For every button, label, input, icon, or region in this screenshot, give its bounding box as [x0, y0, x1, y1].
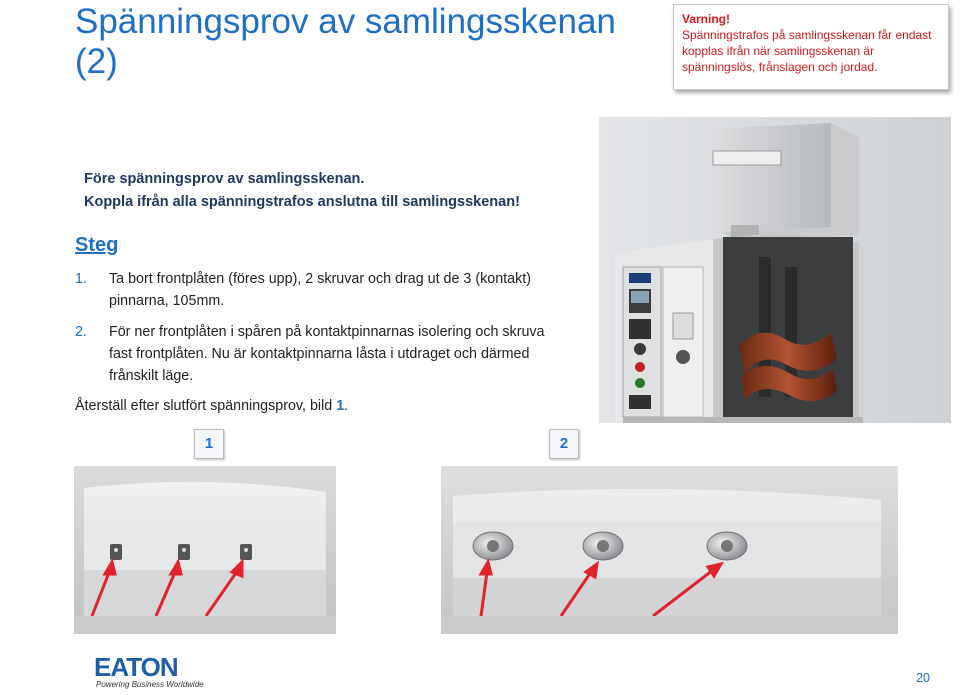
- precondition-block: [84, 168, 584, 214]
- page-number: 20: [916, 671, 930, 685]
- steps-heading: Steg: [75, 234, 119, 256]
- photo-2-illustration: [441, 466, 898, 634]
- warning-text: Spänningstrafos på samlingsskenan får endast kopplas ifrån när samlingsskenan är spänningslös, frånslagen och jordad.: [682, 28, 932, 74]
- step-number: 2.: [75, 324, 87, 340]
- restore-end: .: [344, 398, 349, 414]
- image-label-1: 1: [194, 429, 224, 459]
- photo-1-illustration: [74, 466, 336, 634]
- image-label-2: 2: [549, 429, 579, 459]
- step-item: [75, 321, 565, 387]
- photo-2: [441, 466, 898, 634]
- photo-1: [74, 466, 336, 634]
- precondition-line-2: Koppla ifrån alla spänningstrafos anslutna till samlingsskenan!: [84, 194, 520, 210]
- warning-heading: Varning!: [682, 12, 731, 26]
- steps-list: [75, 268, 565, 396]
- step-number: 1.: [75, 271, 87, 287]
- step-item: [75, 268, 565, 312]
- restore-text: Återställ efter slutfört spänningsprov, bild: [75, 398, 337, 414]
- restore-instruction: [75, 396, 348, 416]
- eaton-logo: [92, 654, 212, 690]
- precondition-line-1: Före spänningsprov av samlingsskenan.: [84, 171, 365, 187]
- eaton-tagline: Powering Business Worldwide: [96, 680, 204, 689]
- eaton-logo-mark: [92, 654, 212, 690]
- step-text: För ner frontplåten i spåren på kontaktpinnarnas isolering och skruva fast frontplåten. Nu är kontaktpinnarna låsta i utdraget och därmed frånskilt läge.: [109, 324, 545, 384]
- eaton-wordmark: EATON: [94, 654, 178, 682]
- switchgear-illustration: [563, 117, 951, 423]
- step-text: Ta bort frontplåten (föres upp), 2 skruvar och drag ut de 3 (kontakt) pinnarna, 105mm.: [109, 271, 531, 309]
- switchgear-photo: [563, 117, 951, 423]
- restore-image-ref: 1: [336, 398, 345, 414]
- page-title: Spänningsprov av samlingsskenan (2): [75, 2, 616, 81]
- warning-box: [673, 4, 949, 90]
